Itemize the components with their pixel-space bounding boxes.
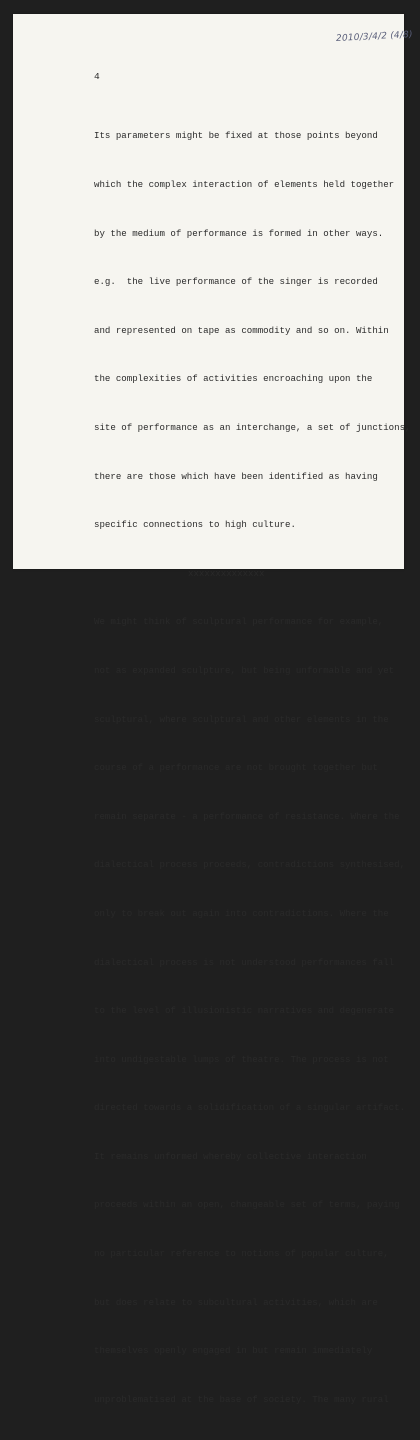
- document-page: [13, 14, 413, 1405]
- text-line: dialectical process is not understood performances fall: [94, 956, 395, 968]
- page-number: 4: [94, 71, 100, 82]
- text-line: site of performance as an interchange, a set of junctions,: [94, 421, 411, 433]
- text-line: unproblematised at the base of society. The many rural: [94, 1393, 389, 1405]
- archive-reference-note: 2010/3/4/2 (4/8): [335, 29, 413, 45]
- text-line: course of a performance are not brought together but: [94, 762, 378, 774]
- text-line: specific connections to high culture.: [94, 519, 296, 531]
- text-line: sculptural, where sculptural and other elements in the: [94, 713, 389, 725]
- text-line: not as expanded sculpture, but being unformable and yet: [94, 664, 395, 676]
- text-line: but does relate to subcultural activities, which are: [94, 1296, 378, 1308]
- text-line: We might think of sculptural performance for example,: [94, 616, 384, 628]
- text-line: directed towards a solidification of a singular artifact.: [94, 1102, 406, 1114]
- text-line: Its parameters might be fixed at those points beyond: [94, 130, 378, 142]
- text-line: to the level of illusionistic narratives and degenerate: [94, 1005, 395, 1017]
- text-line: and represented on tape as commodity and so on. Within: [94, 324, 389, 336]
- text-line: into undigestable lumps of theatre. The process is not: [94, 1053, 389, 1065]
- text-line: e.g. the live performance of the singer is recorded: [94, 276, 378, 288]
- text-line: which the complex interaction of elements held together: [94, 179, 395, 190]
- text-line: proceeds within an open, changeable set of terms, paying: [94, 1199, 400, 1211]
- text-line: by the medium of performance is formed in other ways.: [94, 227, 384, 239]
- text-line: remain separate - a performance of resistance. Where the: [94, 810, 400, 822]
- text-line: no particular reference to notions of popular culture,: [94, 1248, 389, 1260]
- text-line: themselves openly engaged in but remain immediately: [94, 1345, 373, 1357]
- text-line: only to break out again into contradictions. Where the: [94, 907, 389, 919]
- text-line: It remains unformed whereby collective interaction: [94, 1150, 367, 1162]
- text-line: dialectical process proceeds, contradictions synthesised,: [94, 859, 406, 871]
- typed-text-body: [94, 96, 411, 1440]
- section-separator: xxxxxxxxxxxxxx: [188, 567, 265, 579]
- text-line: there are those which have been identified as having: [94, 470, 378, 482]
- text-line: the complexities of activities encroaching upon the: [94, 373, 373, 385]
